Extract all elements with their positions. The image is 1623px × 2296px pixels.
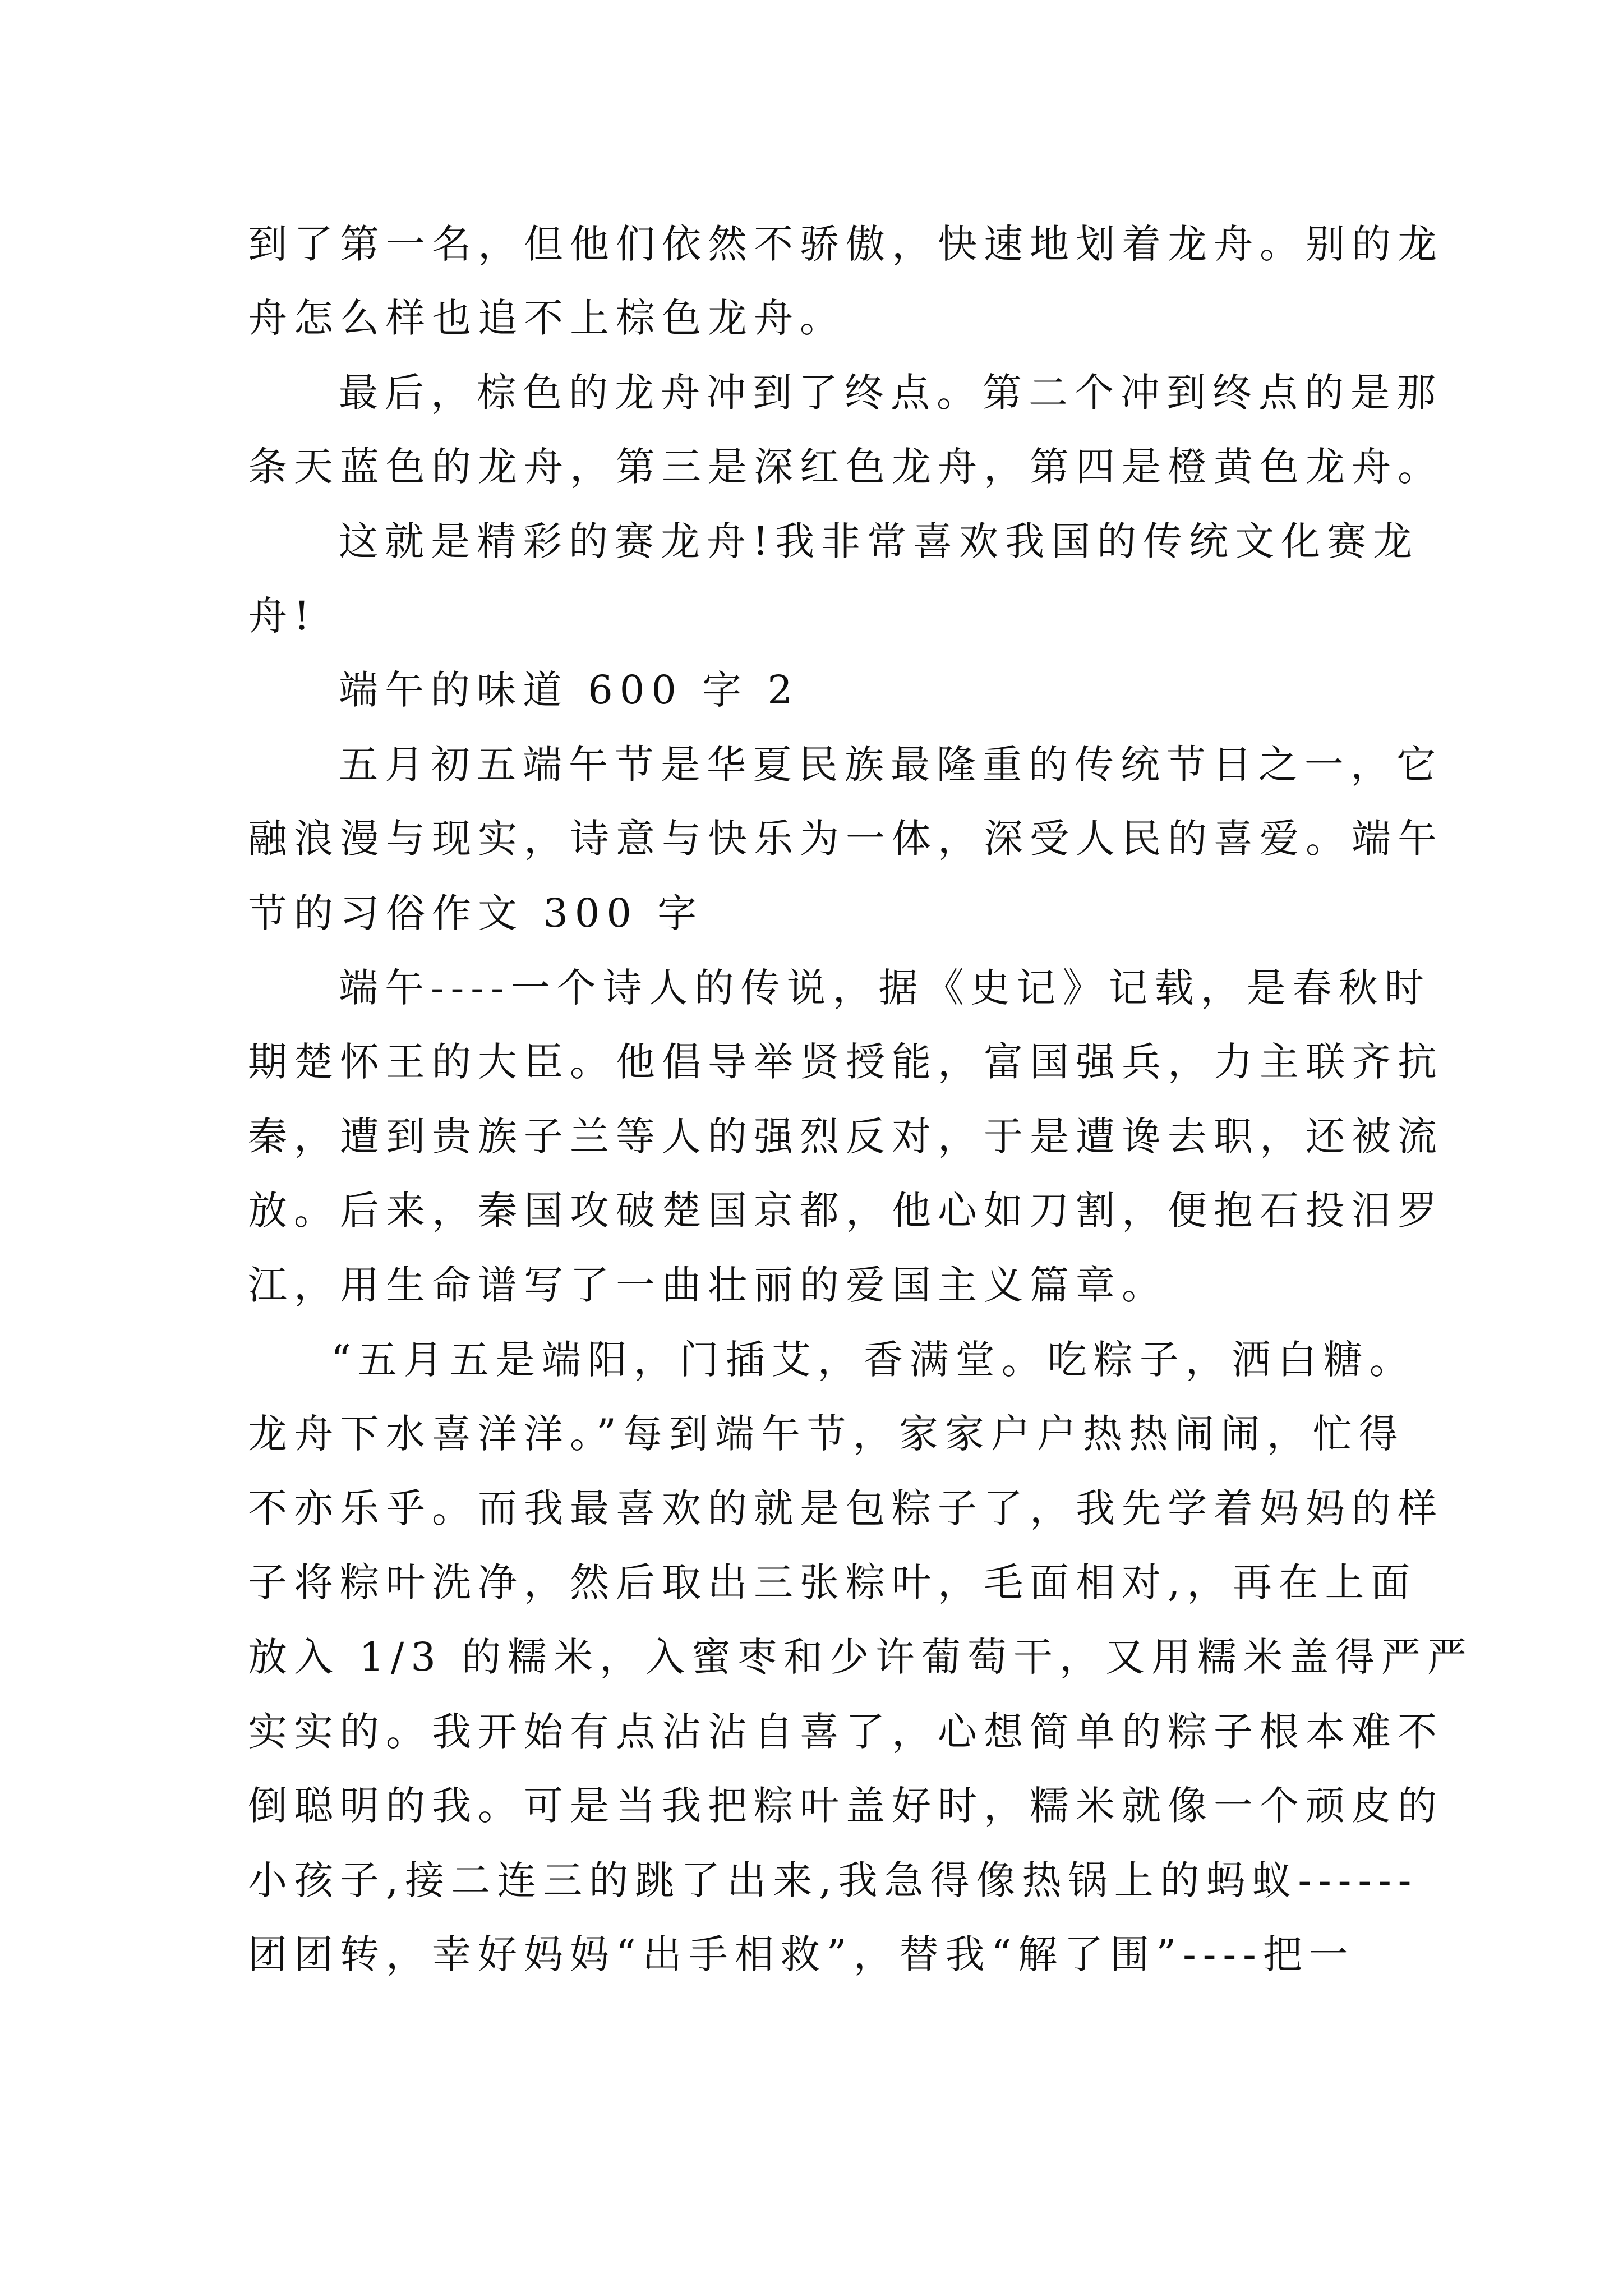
- text-line: 舟!: [248, 593, 317, 639]
- text-line: 龙舟下水喜洋洋。”每到端午节，家家户户热热闹闹，忙得: [248, 1411, 1405, 1457]
- text-line: 最后，棕色的龙舟冲到了终点。第二个冲到终点的是那: [339, 370, 1442, 416]
- section-heading: 端午的味道 600 字 2: [339, 667, 799, 713]
- text-line: 倒聪明的我。可是当我把粽叶盖好时，糯米就像一个顽皮的: [248, 1783, 1444, 1829]
- text-line: 舟怎么样也追不上棕色龙舟。: [248, 295, 846, 341]
- text-line: 实实的。我开始有点沾沾自喜了，心想简单的粽子根本难不: [248, 1709, 1444, 1755]
- text-line: 这就是精彩的赛龙舟!我非常喜欢我国的传统文化赛龙: [339, 518, 1419, 564]
- text-line: 秦，遭到贵族子兰等人的强烈反对，于是遭谗去职，还被流: [248, 1114, 1444, 1159]
- text-line: 放入 1/3 的糯米，入蜜枣和少许葡萄干，又用糯米盖得严严: [248, 1634, 1474, 1680]
- text-line: 期楚怀王的大臣。他倡导举贤授能，富国强兵，力主联齐抗: [248, 1039, 1444, 1085]
- text-line: “五月五是端阳，门插艾，香满堂。吃粽子，洒白糖。: [331, 1337, 1415, 1383]
- text-line: 放。后来，秦国攻破楚国京都，他心如刀割，便抱石投汨罗: [248, 1188, 1444, 1234]
- text-line: 到了第一名，但他们依然不骄傲，快速地划着龙舟。别的龙: [248, 221, 1444, 267]
- text-line: 不亦乐乎。而我最喜欢的就是包粽子了，我先学着妈妈的样: [248, 1485, 1444, 1531]
- text-line: 小孩子,接二连三的跳了出来,我急得像热锅上的蚂蚁------: [248, 1857, 1418, 1903]
- text-line: 端午----一个诗人的传说，据《史记》记载，是春秋时: [339, 965, 1431, 1011]
- text-line: 条天蓝色的龙舟，第三是深红色龙舟，第四是橙黄色龙舟。: [248, 444, 1444, 490]
- text-line: 江，用生命谱写了一曲壮丽的爱国主义篇章。: [248, 1262, 1168, 1308]
- text-line: 团团转，幸好妈妈“出手相救”，替我“解了围”----把一: [248, 1931, 1355, 1977]
- text-line: 融浪漫与现实，诗意与快乐为一体，深受人民的喜爱。端午: [248, 816, 1444, 862]
- text-line: 子将粽叶洗净，然后取出三张粽叶，毛面相对,，再在上面: [248, 1559, 1417, 1605]
- text-line: 节的习俗作文 300 字: [248, 890, 704, 936]
- text-line: 五月初五端午节是华夏民族最隆重的传统节日之一，它: [339, 742, 1442, 788]
